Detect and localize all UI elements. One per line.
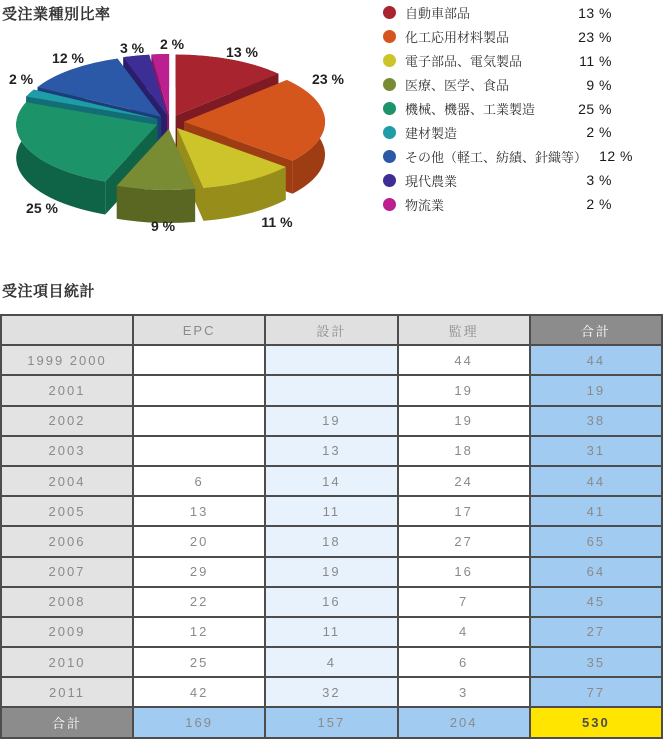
table-cell: 20 — [133, 526, 265, 556]
table-row — [1, 647, 662, 677]
table-row — [1, 557, 662, 587]
row-label: 2009 — [1, 617, 133, 647]
table-row — [1, 617, 662, 647]
legend-percent: 11 % — [579, 52, 612, 69]
legend-percent: 2 % — [586, 124, 612, 141]
legend-swatch-icon — [383, 30, 396, 43]
table-cell: 64 — [530, 557, 662, 587]
legend-swatch-icon — [383, 78, 396, 91]
table-cell: 204 — [398, 707, 530, 737]
pie-percent-label: 11 % — [261, 214, 293, 230]
table-cell: 11 — [265, 617, 397, 647]
column-header: 合計 — [530, 315, 662, 345]
legend-item — [383, 73, 612, 97]
row-label: 1999 2000 — [1, 345, 133, 375]
pie-chart-title: 受注業種別比率 — [2, 6, 111, 23]
table-cell: 7 — [398, 587, 530, 617]
table-cell: 18 — [398, 436, 530, 466]
table-cell: 45 — [530, 587, 662, 617]
table-row — [1, 526, 662, 556]
legend-label: 機械、機器、工業製造 — [405, 102, 536, 117]
table-cell: 169 — [133, 707, 265, 737]
table-cell: 3 — [398, 677, 530, 707]
legend-item — [383, 1, 612, 25]
column-header: EPC — [133, 315, 265, 345]
table-cell: 38 — [530, 406, 662, 436]
table-cell: 530 — [530, 707, 662, 737]
table-cell — [133, 345, 265, 375]
table-cell — [133, 406, 265, 436]
table-row — [1, 496, 662, 526]
table-cell: 19 — [398, 375, 530, 405]
table-cell: 77 — [530, 677, 662, 707]
column-header — [1, 315, 133, 345]
table-cell: 6 — [133, 466, 265, 496]
table-cell: 16 — [398, 557, 530, 587]
legend-swatch-icon — [383, 102, 396, 115]
pie-percent-label: 9 % — [150, 218, 176, 234]
column-header: 監理 — [398, 315, 530, 345]
row-label: 2001 — [1, 375, 133, 405]
row-label: 2006 — [1, 526, 133, 556]
table-cell: 19 — [398, 406, 530, 436]
legend-item — [383, 120, 612, 144]
legend-percent: 12 % — [599, 148, 634, 165]
pie-percent-label: 25 % — [26, 200, 58, 216]
table-header-row — [1, 315, 662, 345]
table-cell: 24 — [398, 466, 530, 496]
pie-chart-svg — [0, 0, 345, 252]
table-cell: 157 — [265, 707, 397, 737]
table-cell: 31 — [530, 436, 662, 466]
legend-label: 自動車部品 — [405, 6, 471, 22]
row-label: 2005 — [1, 496, 133, 526]
pie-percent-label: 2 % — [159, 36, 185, 52]
table-row — [1, 406, 662, 436]
table-cell: 18 — [265, 526, 397, 556]
legend-item — [383, 97, 612, 121]
row-label: 2011 — [1, 677, 133, 707]
legend-label: 医療、医学、食品 — [405, 78, 510, 94]
table-cell — [265, 375, 397, 405]
legend-swatch-icon — [383, 198, 396, 211]
row-label: 2003 — [1, 436, 133, 466]
legend-item — [383, 168, 612, 192]
legend-swatch-icon — [383, 54, 396, 67]
legend-item — [383, 144, 634, 168]
table-cell: 12 — [133, 617, 265, 647]
legend-item — [383, 192, 612, 216]
legend-swatch-icon — [383, 6, 396, 19]
pie-percent-label: 12 % — [52, 50, 84, 66]
legend-label: その他（軽工、紡績、針織等） — [405, 149, 588, 165]
legend-label: 物流業 — [405, 197, 445, 213]
table-cell: 13 — [133, 496, 265, 526]
table-row — [1, 345, 662, 375]
table-cell: 29 — [133, 557, 265, 587]
table-cell: 13 — [265, 436, 397, 466]
table-cell: 14 — [265, 466, 397, 496]
table-cell: 42 — [133, 677, 265, 707]
legend-swatch-icon — [383, 126, 396, 139]
legend-percent: 23 % — [578, 28, 612, 45]
table-cell: 35 — [530, 647, 662, 677]
legend-label: 建材製造 — [405, 125, 458, 141]
table-cell: 41 — [530, 496, 662, 526]
table-cell: 4 — [265, 647, 397, 677]
table-cell: 22 — [133, 587, 265, 617]
table-cell: 27 — [398, 526, 530, 556]
pie-legend — [383, 1, 634, 216]
row-label: 2010 — [1, 647, 133, 677]
row-label: 2008 — [1, 587, 133, 617]
table-cell: 65 — [530, 526, 662, 556]
table-row — [1, 375, 662, 405]
legend-label: 電子部品、電気製品 — [405, 54, 523, 70]
legend-percent: 3 % — [586, 172, 612, 189]
legend-percent: 13 % — [578, 4, 612, 21]
legend-percent: 9 % — [586, 76, 612, 93]
legend-swatch-icon — [383, 174, 396, 187]
table-cell — [265, 345, 397, 375]
row-label: 2004 — [1, 466, 133, 496]
legend-item — [383, 49, 612, 73]
orders-statistics-table — [0, 314, 663, 739]
table-cell: 11 — [265, 496, 397, 526]
table-cell — [133, 375, 265, 405]
column-header: 設計 — [265, 315, 397, 345]
row-label: 2007 — [1, 557, 133, 587]
table-cell — [133, 436, 265, 466]
table-title: 受注項目統計 — [2, 283, 96, 300]
table-cell: 6 — [398, 647, 530, 677]
table-cell: 4 — [398, 617, 530, 647]
table-row — [1, 436, 662, 466]
table-row — [1, 587, 662, 617]
legend-swatch-icon — [383, 150, 396, 163]
table-cell: 19 — [265, 406, 397, 436]
legend-item — [383, 25, 612, 49]
legend-percent: 25 % — [578, 100, 612, 117]
pie-percent-label: 23 % — [312, 71, 344, 87]
pie-percent-label: 2 % — [8, 71, 34, 87]
table-cell: 44 — [530, 345, 662, 375]
table-cell: 25 — [133, 647, 265, 677]
legend-percent: 2 % — [586, 196, 612, 213]
table-cell: 27 — [530, 617, 662, 647]
table-row — [1, 677, 662, 707]
total-row-label: 合計 — [1, 707, 133, 737]
legend-label: 現代農業 — [405, 173, 458, 189]
table-cell: 16 — [265, 587, 397, 617]
table-cell: 44 — [530, 466, 662, 496]
table-cell: 17 — [398, 496, 530, 526]
table-cell: 32 — [265, 677, 397, 707]
legend-label: 化工応用材料製品 — [405, 30, 510, 46]
table-body — [1, 345, 662, 737]
table-cell: 44 — [398, 345, 530, 375]
pie-percent-label: 13 % — [226, 44, 258, 60]
table-cell: 19 — [265, 557, 397, 587]
table-header — [1, 315, 662, 345]
pie-percent-label: 3 % — [119, 40, 145, 56]
table-cell: 19 — [530, 375, 662, 405]
table-row — [1, 466, 662, 496]
row-label: 2002 — [1, 406, 133, 436]
total-row — [1, 707, 662, 737]
